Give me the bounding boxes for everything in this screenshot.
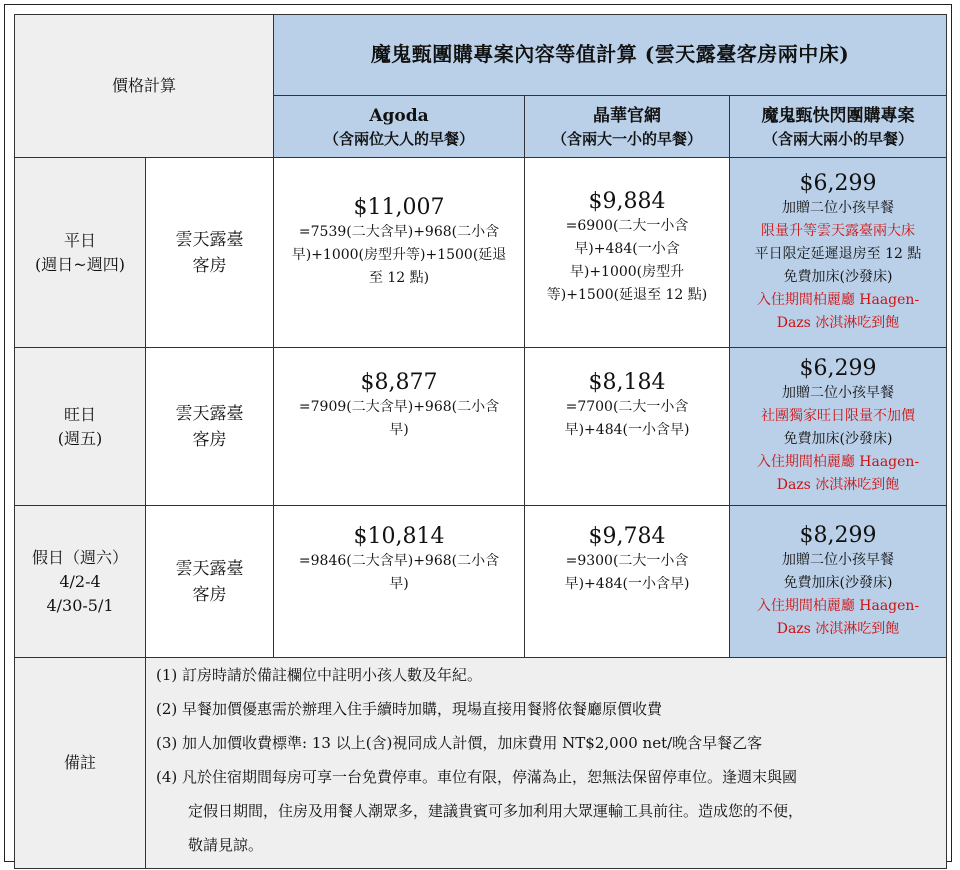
room-cell — [146, 158, 274, 348]
notes-content — [146, 658, 947, 869]
agoda-cell — [274, 158, 525, 348]
calc-line: =7539(二大含早)+968(二小含 — [298, 224, 500, 240]
calc-line: 早)+1000(房型升 — [569, 263, 685, 280]
room-line: 客房 — [192, 429, 227, 450]
table-title-cell — [274, 15, 947, 96]
day-cell — [15, 158, 146, 348]
note-item: (4) 凡於住宿期間每房可享一台免費停車。車位有限，停滿為止，恕無法保留停車位。逢週末與國 — [156, 768, 798, 786]
calc-line: 等)+1500(延退至 12 點) — [546, 286, 708, 303]
notes-label-cell — [15, 658, 146, 869]
day-sub: (週五) — [57, 428, 103, 448]
price-calc-label: 價格計算 — [112, 76, 177, 95]
deal-line: 限量升等雲天露臺兩大床 — [761, 222, 916, 239]
day-extra: 4/30-5/1 — [46, 595, 114, 615]
table-row — [15, 158, 947, 348]
deal-line: 免費加床(沙發床) — [783, 268, 893, 285]
official-cell — [525, 506, 730, 658]
table-row — [15, 348, 947, 506]
note-item: (1) 訂房時請於備註欄位中註明小孩人數及年紀。 — [156, 666, 483, 684]
calc-line: 早)+1000(房型升等)+1500(延退 — [291, 247, 507, 263]
calc-line: =6900(二大一小含 — [565, 217, 689, 234]
deal-line: 免費加床(沙發床) — [783, 431, 893, 447]
agoda-cell — [274, 506, 525, 658]
deal-line: 入住期間柏麗廳 Haagen- — [756, 291, 920, 308]
deal-line: 加贈二位小孩早餐 — [782, 199, 895, 216]
agoda-cell — [274, 348, 525, 506]
col-sub-official: （含兩大一小的早餐） — [552, 129, 703, 148]
day-label: 平日 — [63, 230, 96, 250]
room-line: 雲天露臺 — [175, 558, 244, 579]
table-title: 魔鬼甄團購專案內容等值計算 (雲天露臺客房兩中床) — [370, 41, 850, 66]
deal-line: 平日限定延遲退房至 12 點 — [754, 245, 922, 262]
official-price: $9,884 — [588, 188, 666, 214]
col-title-official: 晶華官網 — [593, 105, 662, 126]
day-sub: 4/2-4 — [59, 571, 101, 591]
col-title-deal: 魔鬼甄快閃團購專案 — [761, 105, 915, 126]
official-cell — [525, 158, 730, 348]
room-line: 客房 — [192, 255, 227, 276]
deal-line: 入住期間柏麗廳 Haagen- — [756, 454, 920, 470]
col-sub-deal: （含兩大兩小的早餐） — [763, 129, 914, 148]
col-header-official — [525, 96, 730, 158]
col-header-deal — [730, 96, 947, 158]
notes-row — [15, 658, 947, 869]
deal-line: Dazs 冰淇淋吃到飽 — [776, 477, 900, 493]
deal-line: 社團獨家旺日限量不加價 — [761, 408, 916, 424]
notes-label: 備註 — [63, 753, 96, 772]
note-continuation: 定假日期間，住房及用餐人潮眾多，建議貴賓可多加利用大眾運輸工具前往。造成您的不便， — [188, 802, 804, 820]
agoda-price: $11,007 — [353, 195, 445, 220]
deal-line: 加贈二位小孩早餐 — [782, 551, 895, 568]
calc-line: 早)+484(一小含早) — [564, 422, 690, 438]
deal-price: $6,299 — [799, 356, 877, 381]
day-cell — [15, 348, 146, 506]
note-item: (2) 早餐加價優惠需於辦理入住手續時加購，現場直接用餐將依餐廳原價收費 — [156, 700, 663, 718]
deal-cell — [730, 158, 947, 348]
calc-line: 早)+484(一小含 — [574, 240, 680, 257]
deal-cell — [730, 348, 947, 506]
price-calc-header — [15, 15, 274, 158]
agoda-price: $10,814 — [353, 524, 445, 549]
calc-line: =7700(二大一小含 — [565, 399, 689, 415]
deal-line: 入住期間柏麗廳 Haagen- — [756, 597, 920, 614]
calc-line: =9300(二大一小含 — [565, 553, 689, 569]
col-header-agoda — [274, 96, 525, 158]
price-table — [14, 14, 947, 869]
note-item: (3) 加人加價收費標準: 13 以上(含)視同成人計價，加床費用 NT$2,000 net/晚含早餐乙客 — [156, 734, 763, 752]
calc-line: 早) — [389, 576, 409, 592]
deal-price: $8,299 — [799, 522, 877, 548]
official-cell — [525, 348, 730, 506]
agoda-price: $8,877 — [360, 370, 438, 395]
deal-line: Dazs 冰淇淋吃到飽 — [776, 620, 900, 637]
official-price: $8,184 — [588, 370, 666, 395]
room-line: 客房 — [192, 584, 227, 605]
deal-line: 免費加床(沙發床) — [783, 574, 893, 591]
deal-price: $6,299 — [799, 170, 877, 196]
room-line: 雲天露臺 — [175, 403, 244, 424]
calc-line: 至 12 點) — [368, 270, 430, 286]
deal-line: 加贈二位小孩早餐 — [782, 385, 895, 401]
calc-line: 早)+484(一小含早) — [564, 576, 690, 592]
deal-cell — [730, 506, 947, 658]
official-price: $9,784 — [588, 524, 666, 549]
calc-line: =9846(二大含早)+968(二小含 — [298, 553, 500, 569]
day-label: 假日（週六） — [31, 547, 128, 567]
table-row — [15, 506, 947, 658]
room-line: 雲天露臺 — [175, 229, 244, 250]
calc-line: =7909(二大含早)+968(二小含 — [298, 399, 500, 415]
calc-line: 早) — [389, 422, 409, 438]
deal-line: Dazs 冰淇淋吃到飽 — [776, 314, 900, 331]
col-sub-agoda: （含兩位大人的早餐） — [324, 129, 475, 148]
room-cell — [146, 348, 274, 506]
day-label: 旺日 — [63, 404, 96, 424]
day-sub: (週日~週四) — [35, 254, 125, 274]
note-continuation: 敬請見諒。 — [188, 836, 264, 854]
room-cell — [146, 506, 274, 658]
day-cell — [15, 506, 146, 658]
col-title-agoda: Agoda — [369, 105, 429, 126]
